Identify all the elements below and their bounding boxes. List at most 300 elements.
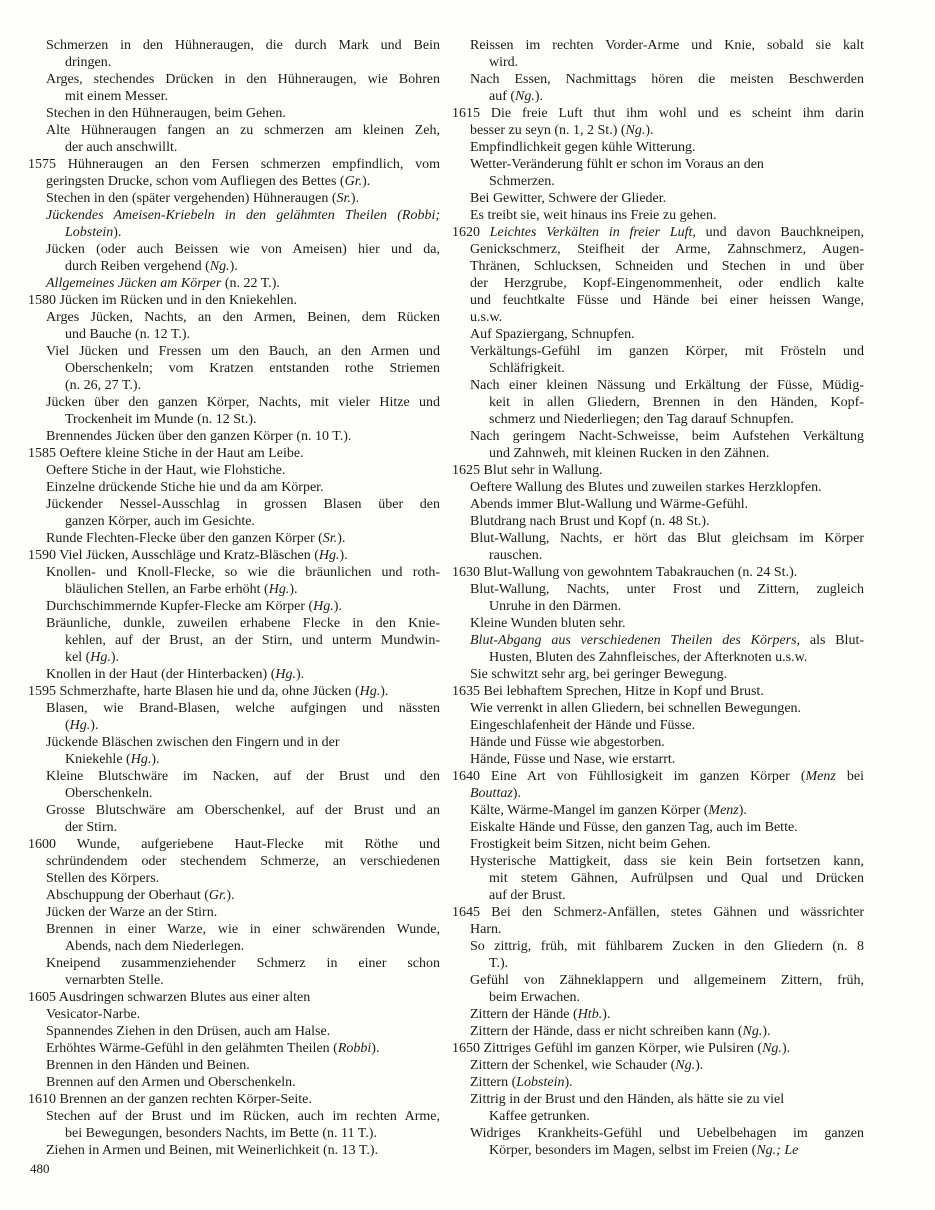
text-segment: Ng. [762, 1041, 782, 1056]
text-columns [28, 37, 864, 1159]
symptom-entry [28, 768, 440, 802]
text-segment: keit in allen Gliedern, Brennen in den Händen, Kopf- [489, 395, 864, 410]
text-line [28, 1006, 440, 1023]
text-line [28, 598, 440, 615]
text-line [452, 1006, 864, 1023]
text-segment: mit einem Messer. [65, 89, 169, 104]
text-segment: und feuchtkalte Füsse und Hände bei einer heissen Wange, [470, 293, 864, 308]
text-segment: Zittriges Gefühl im ganzen Körper, wie Pulsiren ( [483, 1041, 763, 1056]
text-segment: Ng. [742, 1024, 763, 1039]
text-line [452, 122, 864, 139]
entry-number: 1610 [28, 1092, 60, 1107]
text-segment: Ng.; Le [756, 1143, 799, 1158]
text-line [28, 496, 440, 513]
text-line [28, 258, 440, 275]
text-line [452, 972, 864, 989]
symptom-entry [452, 802, 864, 819]
text-segment: ). [90, 718, 99, 733]
text-line [452, 207, 864, 224]
text-segment: Oberschenkeln. [65, 786, 153, 801]
text-segment: Zittern der Hände ( [470, 1007, 578, 1022]
text-line [452, 54, 864, 71]
text-line [28, 445, 440, 462]
text-line [452, 904, 864, 921]
text-segment: Robbi [337, 1041, 372, 1056]
text-segment: schmerz und Niederliegen; den Tag darauf Schnupfen. [489, 412, 794, 427]
symptom-entry [452, 139, 864, 156]
text-line [452, 989, 864, 1006]
text-line [452, 513, 864, 530]
text-line [452, 819, 864, 836]
symptom-entry [452, 632, 864, 666]
text-segment: Reissen im rechten Vorder-Arme und Knie, sobald sie kalt [470, 38, 864, 53]
text-line [28, 853, 440, 870]
symptom-entry [452, 71, 864, 105]
text-segment: Frostigkeit beim Sitzen, nicht beim Gehen. [470, 837, 711, 852]
text-segment: Hg. [90, 650, 111, 665]
entry-number: 1580 [28, 293, 60, 308]
text-segment: Sr. [336, 191, 351, 206]
entry-number: 1630 [452, 565, 484, 580]
text-segment: Zittern der Hände, dass er nicht schreiben kann ( [470, 1024, 743, 1039]
text-line [452, 496, 864, 513]
symptom-entry [28, 802, 440, 836]
text-segment: Schmerzen. [489, 174, 555, 189]
numbered-symptom-entry [452, 904, 864, 938]
text-line [28, 870, 440, 887]
text-line [28, 1023, 440, 1040]
text-line [28, 1057, 440, 1074]
text-segment: geringsten Drucke, schon vom Aufliegen des Bettes ( [46, 174, 345, 189]
symptom-entry [452, 615, 864, 632]
text-segment: Hg. [130, 752, 152, 767]
symptom-entry [28, 530, 440, 547]
text-segment: Auf Spaziergang, Schnupfen. [470, 327, 635, 342]
text-line [452, 870, 864, 887]
text-segment: Verkältungs-Gefühl im ganzen Körper, mit Frösteln und [470, 344, 864, 359]
symptom-entry [28, 955, 440, 989]
left-column [28, 37, 440, 1159]
text-line [452, 1040, 864, 1057]
text-segment: Husten, Bluten des Zahnfleisches, der Afterknoten u.s.w. [489, 650, 808, 665]
text-line [452, 768, 864, 785]
symptom-entry [452, 700, 864, 717]
text-segment: Blasen, wie Brand-Blasen, welche aufgingen und nässten [46, 701, 440, 716]
symptom-entry [452, 207, 864, 224]
text-line [452, 1091, 864, 1108]
text-line [28, 1074, 440, 1091]
symptom-entry [28, 105, 440, 122]
symptom-entry [452, 1125, 864, 1159]
text-segment: Jücken über den ganzen Körper, Nachts, mit vieler Hitze und [46, 395, 440, 410]
text-line [452, 1023, 864, 1040]
text-line [28, 700, 440, 717]
text-segment: Kniekehle ( [65, 752, 131, 767]
text-line [28, 139, 440, 156]
text-segment: Schmerzen in den Hühneraugen, die durch Mark und Bein [46, 38, 440, 53]
text-line [28, 241, 440, 258]
text-line [452, 751, 864, 768]
text-segment: ). [534, 89, 544, 104]
text-line [452, 190, 864, 207]
text-segment: Blutdrang nach Brust und Kopf (n. 48 St.). [470, 514, 710, 529]
numbered-symptom-entry [452, 768, 864, 802]
text-line [452, 530, 864, 547]
text-segment: Trockenheit im Munde (n. 12 St.). [65, 412, 257, 427]
text-line [28, 292, 440, 309]
text-segment: ). [333, 599, 342, 614]
text-line [28, 411, 440, 428]
text-line [452, 173, 864, 190]
text-line [452, 564, 864, 581]
text-line [28, 224, 440, 241]
numbered-symptom-entry [452, 1040, 864, 1057]
text-segment: ). [229, 259, 238, 274]
text-line [28, 275, 440, 292]
text-segment: ). [226, 888, 235, 903]
text-segment: T.). [489, 956, 509, 971]
text-line [452, 445, 864, 462]
symptom-entry [28, 1074, 440, 1091]
text-segment: Htb. [577, 1007, 603, 1022]
text-segment: ). [602, 1007, 611, 1022]
symptom-entry [28, 700, 440, 734]
numbered-symptom-entry [28, 292, 440, 309]
text-line [28, 428, 440, 445]
text-line [452, 1074, 864, 1091]
text-segment: Bei lebhaftem Sprechen, Hitze in Kopf und Brust. [483, 684, 764, 699]
text-segment: Arges, stechendes Drücken in den Hühneraugen, wie Bohren [46, 72, 440, 87]
symptom-entry [452, 819, 864, 836]
text-segment: Gefühl von Zähneklappern und allgemeinem Zittern, früh, [470, 973, 864, 988]
text-segment: ). [350, 191, 360, 206]
text-segment: ). [645, 123, 654, 138]
text-line [28, 1040, 440, 1057]
text-segment: auf ( [489, 89, 516, 104]
text-line [28, 462, 440, 479]
text-line [28, 819, 440, 836]
text-line [452, 462, 864, 479]
symptom-entry [28, 598, 440, 615]
text-line [28, 343, 440, 360]
text-segment: ). [339, 548, 348, 563]
text-segment: Hände und Füsse wie abgestorben. [470, 735, 665, 750]
text-segment: Stechen auf der Brust und im Rücken, auch im rechten Arme, [46, 1109, 440, 1124]
text-segment: u.s.w. [470, 310, 503, 325]
numbered-symptom-entry [452, 105, 864, 139]
text-line [452, 887, 864, 904]
text-segment: Schläfrigkeit. [489, 361, 565, 376]
text-segment: Hg. [69, 718, 91, 733]
text-line [452, 598, 864, 615]
symptom-entry [452, 1023, 864, 1040]
text-segment: Hg. [318, 548, 340, 563]
symptom-entry [28, 1057, 440, 1074]
text-segment: Jücken der Warze an der Stirn. [46, 905, 218, 920]
text-segment: Ng. [625, 123, 646, 138]
text-segment: ). [781, 1041, 791, 1056]
text-line [452, 1057, 864, 1074]
text-segment: bei Bewegungen, besonders Nachts, im Bette (n. 11 T.). [65, 1126, 377, 1141]
text-line [452, 615, 864, 632]
text-line [28, 1125, 440, 1142]
symptom-entry [452, 377, 864, 428]
text-segment: rauschen. [489, 548, 543, 563]
text-line [28, 122, 440, 139]
text-segment: kehlen, auf der Brust, an der Stirn, und unterm Mundwin- [65, 633, 440, 648]
text-segment: wird. [489, 55, 519, 70]
symptom-entry [452, 1091, 864, 1125]
text-segment: Körper, besonders im Magen, selbst im Freien ( [489, 1143, 757, 1158]
entry-number: 1575 [28, 157, 68, 172]
text-segment: (n. 26, 27 T.). [65, 378, 142, 393]
text-segment: durch Reiben vergehend ( [65, 259, 210, 274]
text-line [28, 190, 440, 207]
entry-number: 1605 [28, 990, 59, 1005]
text-segment: Abschuppung der Oberhaut ( [46, 888, 209, 903]
text-segment: Hg. [268, 582, 290, 597]
text-line [452, 71, 864, 88]
symptom-entry [452, 734, 864, 751]
text-segment: Eine Art von Fühllosigkeit im ganzen Körper ( [491, 769, 806, 784]
text-line [28, 1142, 440, 1159]
text-segment: Eiskalte Hände und Füsse, den ganzen Tag, auch im Bette. [470, 820, 798, 835]
symptom-entry [452, 1074, 864, 1091]
symptom-entry [452, 717, 864, 734]
text-segment: Vesicator-Narbe. [46, 1007, 141, 1022]
text-segment: Hg. [359, 684, 381, 699]
entry-number: 1615 [452, 106, 491, 121]
text-segment: Blut-Wallung von gewohntem Tabakrauchen (n. 24 St.). [483, 565, 798, 580]
text-segment: dringen. [65, 55, 112, 70]
text-line [28, 37, 440, 54]
text-segment: Wie verrenkt in allen Gliedern, bei schnellen Bewegungen. [470, 701, 802, 716]
text-line [28, 666, 440, 683]
text-segment: Jückende Bläschen zwischen den Fingern und in der [46, 735, 340, 750]
text-segment: Oeftere Stiche in der Haut, wie Flohstiche. [46, 463, 286, 478]
text-segment: Jückender Nessel-Ausschlag in grossen Blasen über den [46, 497, 440, 512]
text-line [28, 632, 440, 649]
text-segment: Zittrig in der Brust und den Händen, als hätte sie zu viel [470, 1092, 785, 1107]
text-segment: Hühneraugen an den Fersen schmerzen empfindlich, vom [67, 157, 441, 172]
symptom-entry [28, 207, 440, 241]
text-segment: und Bauche (n. 12 T.). [65, 327, 191, 342]
symptom-entry [28, 428, 440, 445]
text-segment: Ziehen in Armen und Beinen, mit Weinerlichkeit (n. 13 T.). [46, 1143, 379, 1158]
text-line [28, 785, 440, 802]
numbered-symptom-entry [452, 462, 864, 479]
text-segment: Eingeschlafenheit der Hände und Füsse. [470, 718, 696, 733]
numbered-symptom-entry [28, 445, 440, 462]
text-segment: Blut-Abgang aus verschiedenen Theilen des Körpers [470, 633, 797, 648]
text-segment: schründendem oder stechendem Schmerze, an verschiedenen [46, 854, 440, 869]
text-line [452, 785, 864, 802]
text-segment: ). [512, 786, 521, 801]
text-segment: Sr. [322, 531, 338, 546]
text-line [452, 275, 864, 292]
text-segment: beim Erwachen. [489, 990, 580, 1005]
symptom-entry [28, 1040, 440, 1057]
text-segment: Wunde, aufgeriebene Haut-Flecke mit Röthe und [76, 837, 440, 852]
text-line [452, 734, 864, 751]
text-segment: Abends immer Blut-Wallung und Wärme-Gefühl. [470, 497, 749, 512]
entry-number: 1590 [28, 548, 60, 563]
right-column [452, 37, 864, 1159]
text-line [28, 326, 440, 343]
text-line [452, 88, 864, 105]
symptom-entry [452, 530, 864, 564]
symptom-entry [452, 666, 864, 683]
text-segment: Leichtes Verkälten in freier Luft [489, 225, 693, 240]
numbered-symptom-entry [28, 683, 440, 700]
text-line [452, 666, 864, 683]
text-line [452, 428, 864, 445]
text-segment: Ng. [515, 89, 535, 104]
text-segment: Oeftere Wallung des Blutes und zuweilen starkes Herzklopfen. [470, 480, 822, 495]
text-segment: Brennen in den Händen und Beinen. [46, 1058, 250, 1073]
text-segment: Arges Jücken, Nachts, an den Armen, Beinen, dem Rücken [46, 310, 440, 325]
text-line [452, 547, 864, 564]
text-line [452, 581, 864, 598]
text-line [452, 1108, 864, 1125]
text-line [28, 836, 440, 853]
symptom-entry [28, 1108, 440, 1142]
text-segment: Bei Gewitter, Schwere der Glieder. [470, 191, 667, 206]
text-segment: Hg. [275, 667, 296, 682]
text-line [452, 1125, 864, 1142]
text-line [28, 887, 440, 904]
text-segment: vernarbten Stelle. [65, 973, 164, 988]
text-line [452, 683, 864, 700]
symptom-entry [28, 343, 440, 394]
text-segment: der Herzgrube, Kopf-Eingenommenheit, oder endlich kalte [470, 276, 864, 291]
text-segment: besser zu seyn (n. 1, 2 St.) ( [470, 123, 626, 138]
text-line [452, 37, 864, 54]
entry-number: 1620 [452, 225, 490, 240]
text-segment: Sie schwitzt sehr arg, bei geringer Bewegung. [470, 667, 728, 682]
symptom-entry [28, 496, 440, 530]
symptom-entry [452, 190, 864, 207]
text-line [28, 54, 440, 71]
symptom-entry [452, 496, 864, 513]
symptom-entry [452, 853, 864, 904]
text-line [28, 904, 440, 921]
text-segment: ). [564, 1075, 573, 1090]
text-segment: Kleine Blutschwäre im Nacken, auf der Brust und den [46, 769, 440, 784]
text-segment: ). [380, 684, 389, 699]
text-segment: ). [295, 667, 305, 682]
text-segment: Hände, Füsse und Nase, wie erstarrt. [470, 752, 676, 767]
text-segment: Genickschmerz, Steifheit der Arme, Zahnschmerz, Augen- [470, 242, 864, 257]
text-segment: Blut-Wallung, Nachts, unter Frost und Zittern, zugleich [470, 582, 864, 597]
text-line [452, 1142, 864, 1159]
text-segment: ). [371, 1041, 380, 1056]
symptom-entry [28, 1023, 440, 1040]
text-line [452, 360, 864, 377]
text-segment: Jücken (oder auch Beissen wie von Ameisen) hier und da, [46, 242, 440, 257]
symptom-entry [452, 581, 864, 615]
text-line [452, 394, 864, 411]
text-line [452, 292, 864, 309]
text-segment: Schmerzhafte, harte Blasen hie und da, ohne Jücken ( [59, 684, 360, 699]
symptom-entry [28, 887, 440, 904]
symptom-entry [28, 615, 440, 666]
text-segment: Kleine Wunden bluten sehr. [470, 616, 626, 631]
text-segment: Hg. [313, 599, 334, 614]
text-segment: ). [362, 174, 371, 189]
text-segment: Kneipend zusammenziehender Schmerz in einer schon [46, 956, 440, 971]
text-line [28, 649, 440, 666]
text-line [28, 530, 440, 547]
text-segment: Die freie Luft thut ihm wohl und es scheint ihm darin [490, 106, 864, 121]
text-segment: Menz [708, 803, 739, 818]
text-segment: ). [695, 1058, 704, 1073]
text-segment: , und davon Bauchkneipen, [692, 225, 864, 240]
symptom-entry [452, 343, 864, 377]
symptom-entry [452, 479, 864, 496]
symptom-entry [452, 972, 864, 1006]
symptom-entry [452, 156, 864, 190]
entry-number: 1635 [452, 684, 484, 699]
symptom-entry [28, 122, 440, 156]
text-line [28, 105, 440, 122]
text-line [452, 802, 864, 819]
text-line [452, 156, 864, 173]
text-segment: , als Blut- [796, 633, 864, 648]
text-segment: Kälte, Wärme-Mangel im ganzen Körper ( [470, 803, 709, 818]
text-line [452, 632, 864, 649]
text-segment: Lobstein [516, 1075, 565, 1090]
text-line [452, 921, 864, 938]
symptom-entry [452, 428, 864, 462]
text-segment: Gr. [208, 888, 227, 903]
text-line [452, 258, 864, 275]
symptom-entry [452, 37, 864, 71]
entry-number: 1600 [28, 837, 77, 852]
text-line [28, 717, 440, 734]
text-line [28, 71, 440, 88]
text-segment: Runde Flechten-Flecke über den ganzen Körper ( [46, 531, 323, 546]
text-segment: Durchschimmernde Kupfer-Flecke am Körper ( [46, 599, 314, 614]
text-segment: ). [113, 225, 122, 240]
text-segment: bei [835, 769, 864, 784]
text-line [28, 377, 440, 394]
text-segment: Blut-Wallung, Nachts, er hört das Blut gleichsam im Körper [470, 531, 864, 546]
symptom-entry [28, 275, 440, 292]
symptom-entry [28, 37, 440, 71]
text-line [28, 955, 440, 972]
text-segment: Hysterische Mattigkeit, dass sie kein Bein fortsetzen kann, [470, 854, 864, 869]
text-line [452, 309, 864, 326]
entry-number: 1585 [28, 446, 60, 461]
text-line [452, 343, 864, 360]
text-line [28, 802, 440, 819]
text-line [452, 105, 864, 122]
entry-number: 1595 [28, 684, 60, 699]
text-line [28, 173, 440, 190]
text-line [28, 1091, 440, 1108]
text-segment: Zittern der Schenkel, wie Schauder ( [470, 1058, 676, 1073]
text-segment: Alte Hühneraugen fangen an zu schmerzen am kleinen Zeh, [46, 123, 440, 138]
text-segment: Lobstein [65, 225, 114, 240]
text-segment: Oberschenkeln; vom Kratzen entstanden rothe Striemen [65, 361, 440, 376]
symptom-entry [452, 836, 864, 853]
text-segment: Unruhe in den Därmen. [489, 599, 622, 614]
text-line [452, 836, 864, 853]
text-segment: Grosse Blutschwäre am Oberschenkel, auf der Brust und an [46, 803, 440, 818]
text-line [452, 717, 864, 734]
text-segment: Knollen in der Haut (der Hinterbacken) ( [46, 667, 276, 682]
